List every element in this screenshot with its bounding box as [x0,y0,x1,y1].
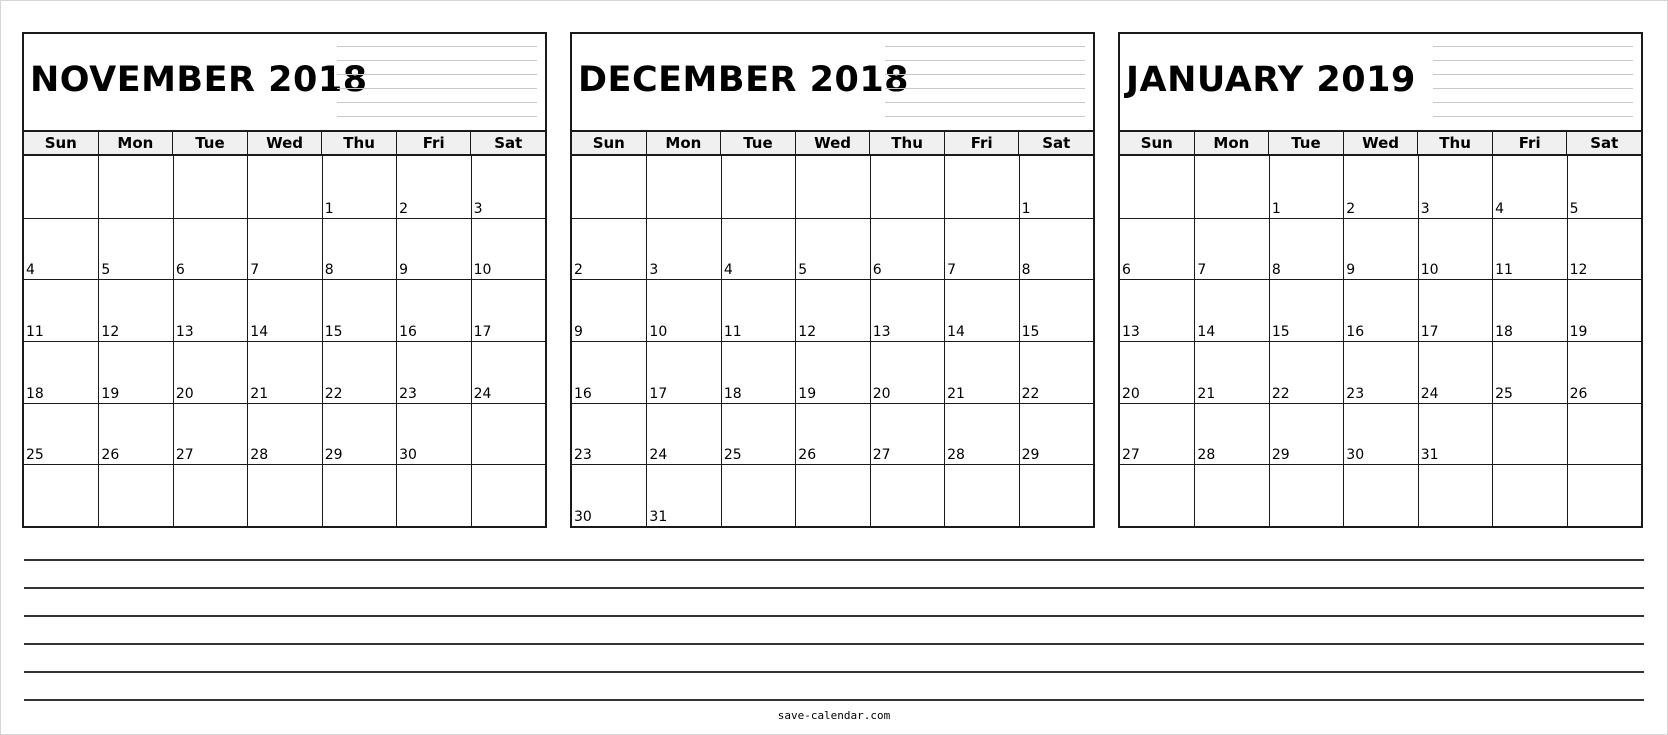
day-cell [98,464,172,526]
day-cell [247,279,321,341]
day-cell [1269,218,1343,280]
day-number: 20 [175,385,194,402]
month-note-line [885,46,1085,47]
day-cell [173,464,247,526]
day-cell [944,403,1018,465]
day-number: 16 [1346,324,1365,340]
day-cell [247,341,321,403]
day-cell [1492,279,1566,341]
day-number: 2 [1346,200,1356,217]
day-number: 4 [1495,200,1505,217]
day-cell [1019,218,1093,280]
day-cell [1343,279,1417,341]
month-note-line [885,88,1085,89]
month-title: JANUARY 2019 [1126,60,1416,100]
day-number: 23 [574,447,592,464]
weekday-header-row [1120,130,1641,156]
day-number: 27 [175,447,194,464]
day-number: 16 [399,324,417,340]
day-cell [24,341,98,403]
weekday-header-row [24,130,545,156]
day-number: 15 [1271,324,1290,340]
weekday-label: Wed [795,132,870,154]
day-cell [1120,341,1194,403]
day-number: 18 [723,385,742,402]
day-cell [24,464,98,526]
day-cell [1418,156,1492,218]
month-header [24,34,545,130]
weekday-label: Mon [98,132,173,154]
day-cell [1269,156,1343,218]
day-cell [721,464,795,526]
day-number: 15 [324,324,343,340]
day-number: 9 [399,262,409,279]
weekday-label: Sun [1140,134,1173,152]
day-number: 14 [1197,324,1216,340]
day-cell [1343,156,1417,218]
day-cell [247,403,321,465]
day-cell [471,218,545,280]
day-number: 24 [1420,385,1439,402]
weekday-label: Tue [1268,132,1343,154]
day-number: 16 [574,385,592,402]
day-cell [471,156,545,218]
month-note-line [337,46,537,47]
day-cell [173,403,247,465]
day-number: 21 [1197,385,1216,402]
month-notes-lines [885,46,1085,118]
day-number: 13 [1122,324,1140,340]
day-cell [1343,218,1417,280]
day-cell [1194,403,1268,465]
day-number: 19 [1569,324,1588,340]
day-number: 8 [324,262,334,279]
day-number: 8 [1021,262,1031,279]
day-cell [396,403,470,465]
day-cell [322,403,396,465]
day-cell [870,218,944,280]
day-cell [471,403,545,465]
day-cell [98,218,172,280]
day-number: 1 [1271,200,1281,217]
day-number: 7 [1197,262,1207,279]
day-cell [646,218,720,280]
day-cell [24,403,98,465]
weekday-label: Fri [1492,132,1567,154]
month-note-line [1433,88,1633,89]
day-cell [646,464,720,526]
day-number: 23 [399,385,417,402]
day-number: 20 [872,385,891,402]
day-number: 8 [1271,262,1281,279]
weekday-label: Fri [944,132,1019,154]
weekday-label: Tue [172,132,247,154]
day-cell [396,279,470,341]
day-number: 30 [574,509,592,525]
day-cell [322,279,396,341]
day-cell [795,279,869,341]
day-cell [944,464,1018,526]
month-note-line [337,74,537,75]
month-note-line [1433,74,1633,75]
day-cell [944,218,1018,280]
day-cell [1120,464,1194,526]
note-line [24,587,1644,589]
month-calendar [22,32,547,528]
note-line [24,699,1644,701]
day-cell [1194,156,1268,218]
day-number: 10 [1420,262,1439,279]
day-number: 17 [473,324,492,340]
day-number: 19 [798,385,817,402]
month-calendar [1118,32,1643,528]
day-cell [98,341,172,403]
day-cell [572,403,646,465]
day-cell [1019,341,1093,403]
day-number: 20 [1122,385,1140,402]
weekday-label: Tue [720,132,795,154]
day-number: 29 [324,447,343,464]
weekday-label: Sun [592,134,625,152]
weekday-label: Thu [869,132,944,154]
day-number: 24 [473,385,492,402]
day-number: 5 [798,262,808,279]
day-cell [1492,156,1566,218]
day-cell [721,279,795,341]
day-cell [1120,156,1194,218]
weekday-label: Sat [1566,132,1641,154]
day-cell [1418,218,1492,280]
day-cell [1343,403,1417,465]
day-number: 17 [649,385,668,402]
day-cell [1343,464,1417,526]
weekday-header-row [572,130,1093,156]
day-cell [870,341,944,403]
day-grid [1120,156,1641,526]
day-cell [1343,341,1417,403]
day-cell [795,464,869,526]
day-number: 3 [1420,200,1430,217]
day-grid [572,156,1093,526]
day-number: 14 [250,324,269,340]
day-cell [98,279,172,341]
day-number: 7 [947,262,957,279]
day-cell [1194,341,1268,403]
day-cell [646,341,720,403]
day-cell [870,156,944,218]
day-cell [944,279,1018,341]
day-number: 6 [175,262,185,279]
day-number: 13 [175,324,194,340]
day-cell [24,279,98,341]
day-cell [721,403,795,465]
day-number: 31 [649,509,668,525]
day-number: 4 [723,262,733,279]
day-cell [1418,341,1492,403]
day-cell [322,464,396,526]
day-cell [1019,279,1093,341]
month-notes-lines [337,46,537,118]
day-number: 30 [399,447,417,464]
day-number: 27 [1122,447,1140,464]
day-number: 7 [250,262,260,279]
day-cell [1269,403,1343,465]
day-number: 25 [1495,385,1513,402]
day-number: 24 [649,447,668,464]
day-number: 26 [1569,385,1588,402]
day-number: 14 [947,324,965,340]
day-number: 9 [1346,262,1356,279]
day-number: 29 [1271,447,1290,464]
day-cell [471,464,545,526]
day-cell [1120,279,1194,341]
day-cell [1019,156,1093,218]
weekday-label: Thu [1417,132,1492,154]
day-cell [322,156,396,218]
day-number: 28 [1197,447,1216,464]
weekday-label: Wed [247,132,322,154]
day-cell [572,464,646,526]
month-note-line [885,102,1085,103]
day-number: 17 [1420,324,1439,340]
day-grid [24,156,545,526]
day-cell [572,279,646,341]
day-cell [396,464,470,526]
day-cell [322,341,396,403]
day-number: 22 [1021,385,1040,402]
month-note-line [337,88,537,89]
day-number: 4 [26,262,35,279]
weekday-label: Mon [646,132,721,154]
day-cell [396,341,470,403]
day-number: 25 [723,447,742,464]
day-number: 13 [872,324,891,340]
day-cell [572,156,646,218]
day-cell [1567,341,1641,403]
day-cell [870,464,944,526]
day-number: 27 [872,447,891,464]
day-cell [1269,341,1343,403]
day-number: 22 [324,385,343,402]
day-cell [173,341,247,403]
day-cell [1492,218,1566,280]
day-cell [1418,279,1492,341]
day-number: 18 [1495,324,1513,340]
month-calendar [570,32,1095,528]
day-number: 12 [101,324,120,340]
day-cell [795,156,869,218]
note-line [24,671,1644,673]
day-cell [1418,403,1492,465]
weekday-label: Sat [1018,132,1093,154]
weekday-label: Sat [470,132,545,154]
day-number: 18 [26,385,44,402]
day-number: 26 [101,447,120,464]
day-number: 12 [798,324,817,340]
day-cell [1567,464,1641,526]
day-cell [1194,218,1268,280]
day-cell [322,218,396,280]
day-number: 31 [1420,447,1439,464]
day-number: 28 [250,447,269,464]
day-cell [1492,403,1566,465]
day-cell [944,156,1018,218]
day-cell [572,341,646,403]
month-note-line [337,116,537,117]
day-cell [471,279,545,341]
day-number: 2 [574,262,583,279]
day-cell [396,156,470,218]
day-cell [572,218,646,280]
weekday-label: Sun [44,134,77,152]
day-number: 29 [1021,447,1040,464]
day-number: 1 [1021,200,1031,217]
day-cell [1567,156,1641,218]
month-note-line [885,74,1085,75]
day-cell [646,279,720,341]
month-note-line [1433,116,1633,117]
month-note-line [1433,60,1633,61]
note-line [24,559,1644,561]
day-number: 10 [473,262,492,279]
day-number: 22 [1271,385,1290,402]
day-number: 19 [101,385,120,402]
day-number: 23 [1346,385,1365,402]
day-number: 1 [324,200,334,217]
weekday-label: Thu [321,132,396,154]
month-title: DECEMBER 2018 [578,60,910,100]
day-cell [1492,464,1566,526]
day-cell [173,156,247,218]
day-cell [396,218,470,280]
day-cell [795,341,869,403]
day-cell [1269,464,1343,526]
day-cell [1019,403,1093,465]
day-cell [1567,218,1641,280]
day-cell [98,156,172,218]
month-note-line [885,116,1085,117]
day-cell [98,403,172,465]
day-cell [1567,403,1641,465]
month-note-line [885,60,1085,61]
day-cell [1019,464,1093,526]
month-header [1120,34,1641,130]
day-cell [646,156,720,218]
month-header [572,34,1093,130]
day-cell [1194,464,1268,526]
day-cell [721,341,795,403]
weekday-label: Fri [396,132,471,154]
day-number: 3 [473,200,483,217]
footer-site-label: save-calendar.com [777,709,891,722]
day-cell [721,156,795,218]
day-cell [471,341,545,403]
note-line [24,643,1644,645]
day-cell [721,218,795,280]
day-cell [247,218,321,280]
day-number: 12 [1569,262,1588,279]
day-number: 9 [574,324,583,340]
month-notes-lines [1433,46,1633,118]
day-number: 10 [649,324,668,340]
day-number: 6 [872,262,882,279]
day-number: 6 [1122,262,1131,279]
day-number: 2 [399,200,409,217]
month-note-line [1433,46,1633,47]
day-number: 11 [1495,262,1513,279]
day-cell [1120,218,1194,280]
day-number: 5 [101,262,111,279]
day-number: 11 [26,324,44,340]
day-number: 15 [1021,324,1040,340]
month-title: NOVEMBER 2018 [30,60,368,100]
day-cell [1567,279,1641,341]
day-number: 28 [947,447,965,464]
weekday-label: Wed [1343,132,1418,154]
day-cell [944,341,1018,403]
day-cell [1492,341,1566,403]
day-number: 26 [798,447,817,464]
month-note-line [1433,102,1633,103]
day-cell [173,218,247,280]
day-number: 5 [1569,200,1579,217]
day-cell [1120,403,1194,465]
day-cell [1269,279,1343,341]
day-cell [1194,279,1268,341]
day-number: 21 [250,385,269,402]
day-number: 11 [723,324,742,340]
weekday-label: Mon [1194,132,1269,154]
day-cell [870,279,944,341]
day-number: 30 [1346,447,1365,464]
note-line [24,615,1644,617]
month-note-line [337,102,537,103]
day-cell [870,403,944,465]
day-cell [795,403,869,465]
day-cell [173,279,247,341]
day-cell [795,218,869,280]
day-cell [24,218,98,280]
day-number: 21 [947,385,965,402]
day-cell [646,403,720,465]
month-note-line [337,60,537,61]
day-number: 3 [649,262,659,279]
day-cell [1418,464,1492,526]
day-number: 25 [26,447,44,464]
day-cell [247,156,321,218]
day-cell [24,156,98,218]
day-cell [247,464,321,526]
